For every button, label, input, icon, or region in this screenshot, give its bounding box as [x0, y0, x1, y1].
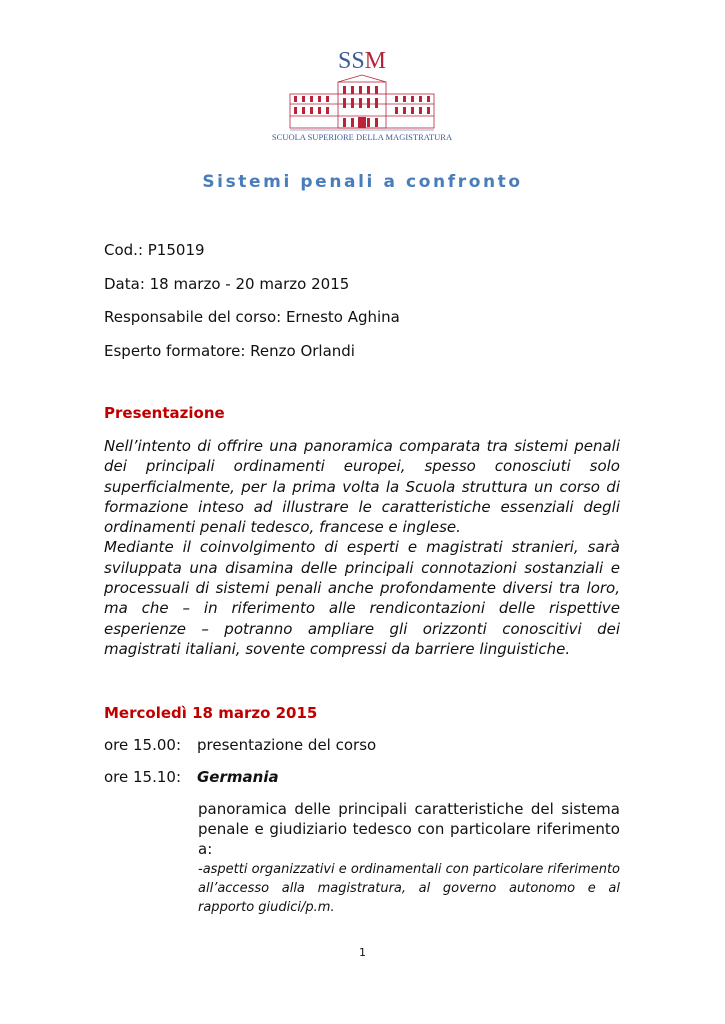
schedule-time: ore 15.10: — [104, 768, 182, 786]
course-date: Data: 18 marzo - 20 marzo 2015 — [104, 275, 350, 293]
logo-subtitle: SCUOLA SUPERIORE DELLA MAGISTRATURA — [271, 132, 453, 142]
presentation-text — [104, 436, 620, 659]
presentation-paragraph-2: Mediante il coinvolgimento di esperti e magistrati stranieri, sarà sviluppata una disamina delle principali connotazioni sostanziali e processuali di sistemi penali anche profondamente diversi tra loro, ma che – in riferimento alle rendicontazioni delle rispettive esperienze – potranno ampliare gli orizzonti conoscitivi dei magistrati italiani, sovente compressi da barriere linguistiche. — [104, 538, 620, 658]
logo-m: M — [364, 48, 387, 74]
germany-subpoint: -aspetti organizzativi e ordinamentali con particolare riferimento all’accesso alla magistratura, al governo autonomo e al rapporto giudici/p.m. — [198, 862, 620, 915]
svg-text:SSM — [338, 48, 386, 74]
schedule-item: presentazione del corso — [197, 736, 377, 754]
logo-ss: SS — [337, 48, 365, 74]
course-expert: Esperto formatore: Renzo Orlandi — [104, 342, 355, 360]
day-heading: Mercoledì 18 marzo 2015 — [104, 704, 318, 722]
course-responsible: Responsabile del corso: Ernesto Aghina — [104, 308, 400, 326]
course-code: Cod.: P15019 — [104, 241, 205, 259]
presentation-heading: Presentazione — [104, 404, 225, 422]
document-title: Sistemi penali a confronto — [202, 172, 523, 192]
ssm-logo — [271, 44, 453, 144]
schedule-item-germany: Germania — [197, 768, 279, 786]
schedule-time: ore 15.00: — [104, 736, 182, 754]
germany-description: panoramica delle principali caratteristiche del sistema penale e giudiziario tedesco con particolare riferimento a: — [198, 800, 620, 858]
presentation-paragraph-1: Nell’intento di offrire una panoramica comparata tra sistemi penali dei principali ordinamenti europei, spesso conosciuti solo superficialmente, per la prima volta la Scuola struttura un corso di formazione inteso ad illustrare le caratteristiche essenziali degli ordinamenti penali tedesco, francese e inglese. — [104, 437, 620, 537]
page-number: 1 — [359, 946, 366, 959]
